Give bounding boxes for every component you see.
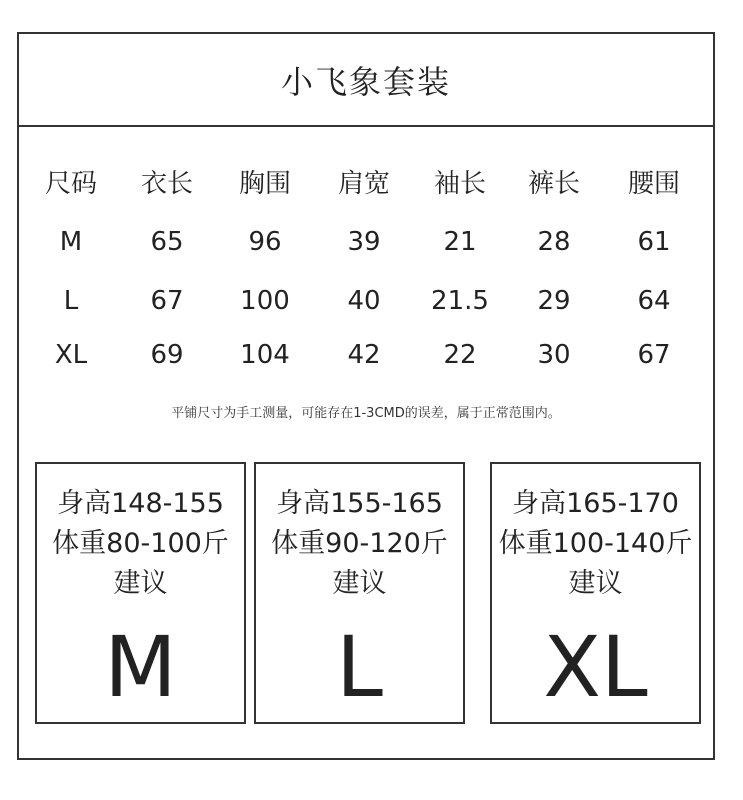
page-title: 小飞象套装 bbox=[280, 62, 451, 101]
weight-range: 体重90-120斤 bbox=[271, 528, 448, 559]
recommended-size: M bbox=[104, 618, 177, 716]
recommended-size: XL bbox=[543, 618, 648, 716]
table-cell: 64 bbox=[637, 286, 671, 316]
size-recommendation-card-m bbox=[35, 462, 246, 724]
table-cell: L bbox=[63, 286, 79, 316]
table-cell: 100 bbox=[240, 286, 290, 316]
recommended-size: L bbox=[336, 618, 383, 716]
title-row bbox=[19, 34, 713, 127]
table-row bbox=[19, 335, 713, 375]
table-cell: 65 bbox=[150, 227, 184, 257]
height-range: 身高165-170 bbox=[512, 488, 679, 519]
table-cell: 96 bbox=[248, 227, 282, 257]
table-cell: 61 bbox=[637, 227, 671, 257]
table-cell: 104 bbox=[240, 340, 290, 370]
table-cell: M bbox=[59, 227, 83, 257]
header-size: 尺码 bbox=[44, 169, 98, 199]
suggest-label: 建议 bbox=[332, 568, 387, 599]
size-recommendation-card-xl bbox=[490, 462, 701, 724]
table-cell: 42 bbox=[347, 340, 381, 370]
table-cell: 29 bbox=[537, 286, 571, 316]
header-waist: 腰围 bbox=[627, 169, 681, 199]
size-recommendation-card-l bbox=[254, 462, 465, 724]
table-cell: 21.5 bbox=[431, 286, 489, 316]
table-cell: 21 bbox=[443, 227, 477, 257]
table-row bbox=[19, 222, 713, 262]
weight-range: 体重80-100斤 bbox=[52, 528, 229, 559]
size-chart-frame bbox=[17, 32, 715, 760]
table-cell: 40 bbox=[347, 286, 381, 316]
table-cell: 69 bbox=[150, 340, 184, 370]
table-cell: 67 bbox=[150, 286, 184, 316]
header-chest: 胸围 bbox=[238, 169, 292, 199]
table-row bbox=[19, 281, 713, 321]
height-range: 身高155-165 bbox=[276, 488, 443, 519]
weight-range: 体重100-140斤 bbox=[498, 528, 693, 559]
table-cell: 67 bbox=[637, 340, 671, 370]
header-pants-length: 裤长 bbox=[527, 169, 581, 199]
header-length: 衣长 bbox=[140, 169, 194, 199]
header-shoulder: 肩宽 bbox=[337, 169, 391, 199]
table-header-row bbox=[19, 164, 713, 204]
header-sleeve: 袖长 bbox=[433, 169, 487, 199]
suggest-label: 建议 bbox=[113, 568, 168, 599]
table-cell: 30 bbox=[537, 340, 571, 370]
table-cell: 28 bbox=[537, 227, 571, 257]
table-cell: 22 bbox=[443, 340, 477, 370]
height-range: 身高148-155 bbox=[57, 488, 224, 519]
table-cell: 39 bbox=[347, 227, 381, 257]
measurement-note: 平铺尺寸为手工测量，可能存在1-3CMD的误差，属于正常范围内。 bbox=[171, 406, 561, 421]
table-cell: XL bbox=[54, 340, 88, 370]
suggest-label: 建议 bbox=[568, 568, 623, 599]
